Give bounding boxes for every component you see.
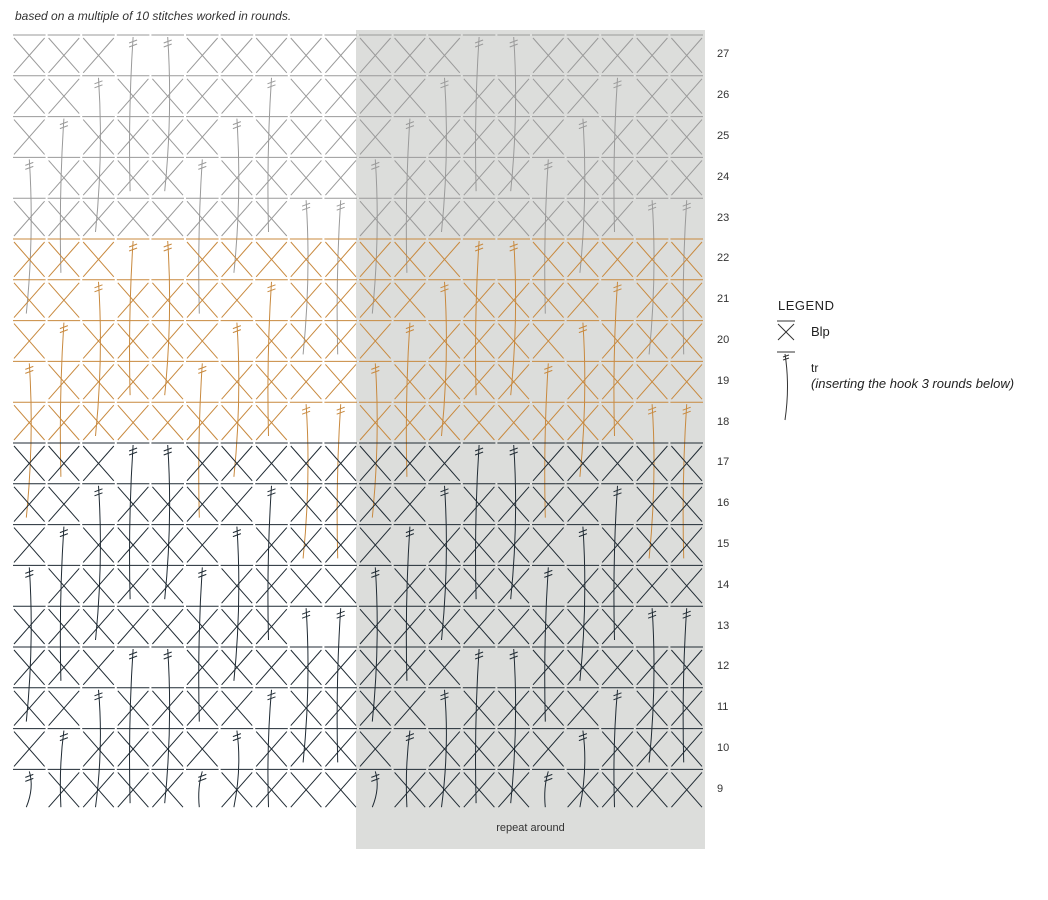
tr-stitch <box>186 565 219 721</box>
blp-stitch <box>324 647 357 685</box>
tr-stitch <box>255 76 288 232</box>
blp-stitch <box>13 729 46 767</box>
blp-stitch <box>82 606 115 644</box>
blp-stitch <box>117 321 150 359</box>
tr-stitch <box>117 443 150 599</box>
blp-stitch <box>186 76 219 114</box>
blp-stitch <box>48 484 81 522</box>
blp-stitch <box>151 688 184 726</box>
legend-tr-label: tr <box>811 361 819 375</box>
blp-stitch <box>82 198 115 236</box>
tr-stitch <box>221 321 254 477</box>
blp-stitch <box>186 117 219 155</box>
blp-stitch <box>221 688 254 726</box>
blp-stitch <box>324 729 357 767</box>
blp-stitch <box>117 157 150 195</box>
tr-stitch <box>151 239 184 395</box>
legend-blp-label: Blp <box>811 324 830 339</box>
blp-stitch <box>221 361 254 399</box>
tr-stitch <box>324 402 357 558</box>
blp-stitch <box>255 157 288 195</box>
blp-stitch <box>117 606 150 644</box>
blp-stitch <box>290 729 323 767</box>
blp-stitch <box>13 198 46 236</box>
blp-stitch <box>186 443 219 481</box>
tr-stitch <box>48 729 81 808</box>
row-number: 27 <box>717 48 730 61</box>
blp-stitch <box>117 525 150 563</box>
blp-stitch <box>82 321 115 359</box>
tr-stitch <box>151 443 184 599</box>
blp-stitch <box>117 688 150 726</box>
blp-stitch <box>290 647 323 685</box>
blp-stitch <box>82 525 115 563</box>
row-number: 18 <box>717 415 730 428</box>
blp-stitch <box>13 606 46 644</box>
blp-stitch <box>82 35 115 73</box>
blp-stitch <box>82 729 115 767</box>
tr-stitch <box>13 361 46 517</box>
blp-stitch <box>186 484 219 522</box>
row-number: 11 <box>717 701 729 714</box>
blp-stitch <box>324 525 357 563</box>
blp-stitch <box>13 76 46 114</box>
blp-stitch <box>221 484 254 522</box>
tr-stitch <box>221 525 254 681</box>
blp-stitch <box>221 76 254 114</box>
blp-stitch <box>48 35 81 73</box>
blp-stitch <box>48 280 81 318</box>
blp-stitch <box>324 239 357 277</box>
row-number: 10 <box>717 742 730 754</box>
blp-stitch <box>186 35 219 73</box>
blp-stitch <box>151 280 184 318</box>
blp-stitch <box>290 321 323 359</box>
tr-stitch <box>151 647 184 803</box>
blp-stitch <box>186 402 219 440</box>
blp-stitch <box>151 198 184 236</box>
blp-stitch <box>151 361 184 399</box>
blp-stitch <box>48 647 81 685</box>
repeat-label: repeat around <box>496 822 565 834</box>
blp-stitch <box>324 321 357 359</box>
blp-stitch <box>13 688 46 726</box>
blp-stitch <box>290 35 323 73</box>
chart-note: based on a multiple of 10 stitches worked in rounds. <box>15 9 292 23</box>
blp-stitch <box>221 239 254 277</box>
blp-stitch <box>255 606 288 644</box>
tr-stitch <box>255 484 288 640</box>
blp-stitch <box>324 565 357 603</box>
blp-stitch <box>117 565 150 603</box>
blp-stitch <box>221 647 254 685</box>
blp-stitch <box>221 565 254 603</box>
blp-stitch <box>255 198 288 236</box>
blp-stitch <box>82 239 115 277</box>
blp-stitch <box>186 239 219 277</box>
blp-stitch <box>48 361 81 399</box>
blp-stitch <box>151 402 184 440</box>
blp-stitch <box>13 402 46 440</box>
blp-stitch <box>255 729 288 767</box>
tr-stitch <box>13 157 46 313</box>
row-number: 21 <box>717 293 730 306</box>
blp-stitch <box>186 647 219 685</box>
blp-stitch <box>13 321 46 359</box>
blp-stitch <box>151 157 184 195</box>
blp-stitch <box>186 280 219 318</box>
blp-stitch <box>48 565 81 603</box>
x-stitch-icon <box>776 319 798 343</box>
tr-stitch <box>290 402 323 558</box>
blp-stitch <box>151 565 184 603</box>
blp-stitch <box>324 35 357 73</box>
blp-stitch <box>290 76 323 114</box>
blp-stitch <box>290 769 323 807</box>
blp-stitch <box>186 198 219 236</box>
blp-stitch <box>324 157 357 195</box>
blp-stitch <box>221 280 254 318</box>
blp-stitch <box>48 76 81 114</box>
blp-stitch <box>255 239 288 277</box>
blp-stitch <box>186 688 219 726</box>
tr-stitch <box>221 729 254 808</box>
blp-stitch <box>117 198 150 236</box>
blp-stitch <box>324 117 357 155</box>
blp-stitch <box>255 402 288 440</box>
blp-stitch <box>255 117 288 155</box>
blp-stitch <box>48 606 81 644</box>
blp-stitch <box>48 443 81 481</box>
legend-tr-desc: (inserting the hook 3 rounds below) <box>811 376 1015 391</box>
blp-stitch <box>82 402 115 440</box>
tr-stitch <box>48 525 81 681</box>
tr-stitch <box>324 606 357 762</box>
tr-stitch <box>117 239 150 395</box>
row-number: 12 <box>717 660 730 673</box>
blp-stitch <box>290 117 323 155</box>
blp-stitch <box>186 606 219 644</box>
tr-stitch <box>221 117 254 273</box>
blp-stitch <box>221 443 254 481</box>
blp-stitch <box>13 35 46 73</box>
blp-stitch <box>13 117 46 155</box>
row-number: 19 <box>717 374 730 387</box>
blp-stitch <box>324 769 357 807</box>
blp-stitch <box>117 280 150 318</box>
tr-stitch <box>290 606 323 762</box>
blp-stitch <box>13 484 46 522</box>
blp-stitch <box>255 321 288 359</box>
tr-stitch <box>186 157 219 313</box>
row-number: 15 <box>717 538 730 550</box>
blp-stitch <box>48 239 81 277</box>
tr-stitch <box>186 769 219 807</box>
blp-stitch <box>151 769 184 807</box>
blp-stitch <box>290 565 323 603</box>
tr-stitch-icon <box>776 350 798 422</box>
blp-stitch <box>48 769 81 807</box>
blp-stitch <box>186 525 219 563</box>
blp-stitch <box>82 647 115 685</box>
tr-stitch <box>186 361 219 517</box>
row-number: 9 <box>717 782 724 795</box>
blp-stitch <box>48 688 81 726</box>
tr-stitch <box>151 35 184 191</box>
blp-stitch <box>151 76 184 114</box>
row-number: 20 <box>717 334 730 346</box>
blp-stitch <box>290 443 323 481</box>
tr-stitch <box>117 35 150 191</box>
row-number: 23 <box>717 211 730 224</box>
tr-stitch <box>82 280 115 436</box>
tr-stitch <box>48 117 81 273</box>
blp-stitch <box>48 198 81 236</box>
tr-stitch <box>13 769 46 807</box>
blp-stitch <box>13 525 46 563</box>
tr-stitch <box>13 565 46 721</box>
tr-stitch <box>324 198 357 354</box>
blp-stitch <box>151 484 184 522</box>
blp-stitch <box>221 157 254 195</box>
blp-stitch <box>255 565 288 603</box>
row-number: 25 <box>717 130 730 142</box>
blp-stitch <box>117 402 150 440</box>
tr-stitch <box>48 321 81 477</box>
blp-stitch <box>324 688 357 726</box>
row-number: 24 <box>717 170 730 183</box>
tr-stitch <box>117 647 150 803</box>
blp-stitch <box>324 76 357 114</box>
blp-stitch <box>151 606 184 644</box>
tr-stitch <box>255 280 288 436</box>
row-number: 17 <box>717 456 730 469</box>
blp-stitch <box>117 361 150 399</box>
blp-stitch <box>117 769 150 807</box>
blp-stitch <box>290 361 323 399</box>
blp-stitch <box>255 525 288 563</box>
row-number: 26 <box>717 89 730 102</box>
blp-stitch <box>186 321 219 359</box>
blp-stitch <box>48 402 81 440</box>
blp-stitch <box>255 35 288 73</box>
blp-stitch <box>255 769 288 807</box>
tr-stitch <box>82 484 115 640</box>
blp-stitch <box>117 729 150 767</box>
blp-stitch <box>255 647 288 685</box>
row-number: 22 <box>717 252 730 265</box>
blp-stitch <box>48 157 81 195</box>
blp-stitch <box>82 117 115 155</box>
blp-stitch <box>186 729 219 767</box>
blp-stitch <box>324 484 357 522</box>
blp-stitch <box>255 361 288 399</box>
blp-stitch <box>324 280 357 318</box>
blp-stitch <box>82 443 115 481</box>
blp-stitch <box>221 35 254 73</box>
blp-stitch <box>324 361 357 399</box>
blp-stitch <box>290 525 323 563</box>
blp-stitch <box>290 239 323 277</box>
tr-stitch <box>290 198 323 354</box>
blp-stitch <box>324 443 357 481</box>
blp-stitch <box>117 76 150 114</box>
row-number: 14 <box>717 578 730 591</box>
row-number: 13 <box>717 619 730 632</box>
tr-stitch <box>82 76 115 232</box>
row-number: 16 <box>717 497 730 510</box>
blp-stitch <box>117 117 150 155</box>
blp-stitch <box>13 280 46 318</box>
legend-title: LEGEND <box>778 298 835 313</box>
blp-stitch <box>290 157 323 195</box>
blp-stitch <box>255 443 288 481</box>
blp-stitch <box>117 484 150 522</box>
